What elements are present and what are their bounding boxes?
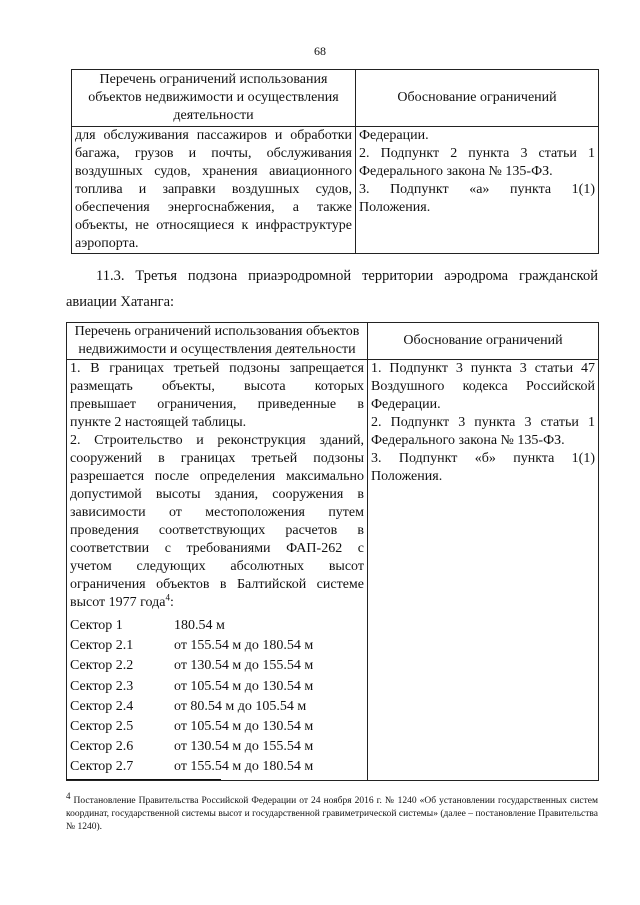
section-heading-cont xyxy=(66,294,598,311)
header-justification: Обоснование ограничений xyxy=(356,70,599,127)
section-line: 11.3. Третья подзона приаэродромной территории аэродрома гражданской xyxy=(96,268,598,284)
text-line-content: высот 1977 года xyxy=(70,595,166,610)
text-line: Федерации. xyxy=(371,397,441,412)
text-line: 1. Подпункт 3 пункта 3 статьи 47 xyxy=(371,361,595,376)
restrictions-table-continued xyxy=(71,69,599,254)
text-line: 3. Подпункт «а» пункта 1(1) xyxy=(359,182,595,197)
sector-height: от 105.54 м до 130.54 м xyxy=(174,719,314,735)
sector-height: от 155.54 м до 180.54 м xyxy=(174,638,314,654)
text-line: допустимой высоты здания, сооружения в xyxy=(70,487,364,502)
sector-name: Сектор 1 xyxy=(70,618,123,634)
sector-height: от 105.54 м до 130.54 м xyxy=(174,678,314,694)
sector-name: Сектор 2.2 xyxy=(70,658,134,674)
text-line: Положения. xyxy=(371,469,443,484)
sector-height: от 130.54 м до 155.54 м xyxy=(174,739,314,755)
restriction-cell xyxy=(67,360,368,781)
text-line: багажа, грузов и почты, обслуживания xyxy=(75,146,352,161)
sector-height: 180.54 м xyxy=(174,618,225,634)
text-line: пункте 2 настоящей таблицы. xyxy=(70,415,247,430)
text-line: размещать объекты, высота которых xyxy=(70,379,364,394)
sector-height: от 130.54 м до 155.54 м xyxy=(174,658,314,674)
text-line: разрешается после определения максимально xyxy=(70,469,364,484)
header-restrictions: Перечень ограничений использования объектов недвижимости и осуществления деятельности xyxy=(67,323,368,360)
restrictions-table-khatanga xyxy=(66,322,599,781)
text-line: проведения соответствующих расчетов в xyxy=(70,523,364,538)
sector-row xyxy=(70,636,364,656)
text-line xyxy=(70,594,364,612)
sector-name: Сектор 2.3 xyxy=(70,678,134,694)
footnote-reference: 4 xyxy=(165,592,170,603)
sector-row xyxy=(70,656,364,676)
text-line: Федерации. xyxy=(359,128,429,143)
text-line: ограничения объектов в Балтийской системе xyxy=(70,577,364,592)
text-line: 2. Строительство и реконструкция зданий, xyxy=(70,433,364,448)
text-line: Положения. xyxy=(359,200,431,215)
restriction-cell xyxy=(72,127,356,254)
table-header-row xyxy=(67,323,599,360)
sector-name: Сектор 2.4 xyxy=(70,698,134,714)
text-line: воздушных судов, хранения авиационного xyxy=(75,164,352,179)
colon: : xyxy=(170,595,174,610)
sector-row xyxy=(70,697,364,717)
text-line: аэропорта. xyxy=(75,236,139,251)
sector-name: Сектор 2.5 xyxy=(70,719,134,735)
text-line: 2. Подпункт 2 пункта 3 статьи 1 xyxy=(359,146,595,161)
sector-name: Сектор 2.7 xyxy=(70,759,134,775)
sector-height: от 80.54 м до 105.54 м xyxy=(174,698,307,714)
sector-row xyxy=(70,757,364,777)
sector-name: Сектор 2.1 xyxy=(70,638,134,654)
text-line: Воздушного кодекса Российской xyxy=(371,379,595,394)
text-line: 1. В границах третьей подзоны запрещается xyxy=(70,361,364,376)
text-line: для обслуживания пассажиров и обработки xyxy=(75,128,352,143)
sector-row xyxy=(70,677,364,697)
sector-row xyxy=(70,717,364,737)
header-justification: Обоснование ограничений xyxy=(368,323,599,360)
justification-cell xyxy=(356,127,599,254)
sector-row xyxy=(70,616,364,636)
text-line: Федерального закона № 135-ФЗ. xyxy=(371,433,565,448)
text-line: Федерального закона № 135-ФЗ. xyxy=(359,164,553,179)
header-restrictions: Перечень ограничений использования объектов недвижимости и осуществления деятельности xyxy=(72,70,356,127)
text-line: соответствии с требованиями ФАП-262 с xyxy=(70,541,364,556)
justification-cell xyxy=(368,360,599,781)
footnote-divider xyxy=(66,779,221,780)
section-line: авиации Хатанга: xyxy=(66,294,175,310)
section-heading xyxy=(66,268,598,285)
text-line: учетом следующих абсолютных высот xyxy=(70,559,364,574)
text-line: сооружений в границах третьей подзоны xyxy=(70,451,364,466)
page-number: 68 xyxy=(314,44,326,58)
text-line: зависимости от местоположения путем xyxy=(70,505,364,520)
text-line: превышает ограничения, приведенные в xyxy=(70,397,364,412)
text-line: объекты, не относящиеся к инфраструктуре xyxy=(75,218,352,233)
text-line: 2. Подпункт 3 пункта 3 статьи 1 xyxy=(371,415,595,430)
text-line: топлива и заправки воздушных судов, xyxy=(75,182,352,197)
footnote xyxy=(66,790,598,834)
text-line: 3. Подпункт «б» пункта 1(1) xyxy=(371,451,595,466)
sector-name: Сектор 2.6 xyxy=(70,739,134,755)
table-row xyxy=(67,360,599,781)
table-header-row xyxy=(72,70,599,127)
footnote-text: Постановление Правительства Российской Федерации от 24 ноября 2016 г. № 1240 «Об установлении государственных систем координат, государственной системы высот и государственной гравиметрической системы» (далее – постановление Правительства № 1240). xyxy=(66,796,598,832)
footnote-marker: 4 xyxy=(66,790,71,801)
sector-list xyxy=(70,616,364,778)
table-row xyxy=(72,127,599,254)
text-line: обеспечения энергоснабжения, а также xyxy=(75,200,352,215)
sector-height: от 155.54 м до 180.54 м xyxy=(174,759,314,775)
sector-row xyxy=(70,737,364,757)
